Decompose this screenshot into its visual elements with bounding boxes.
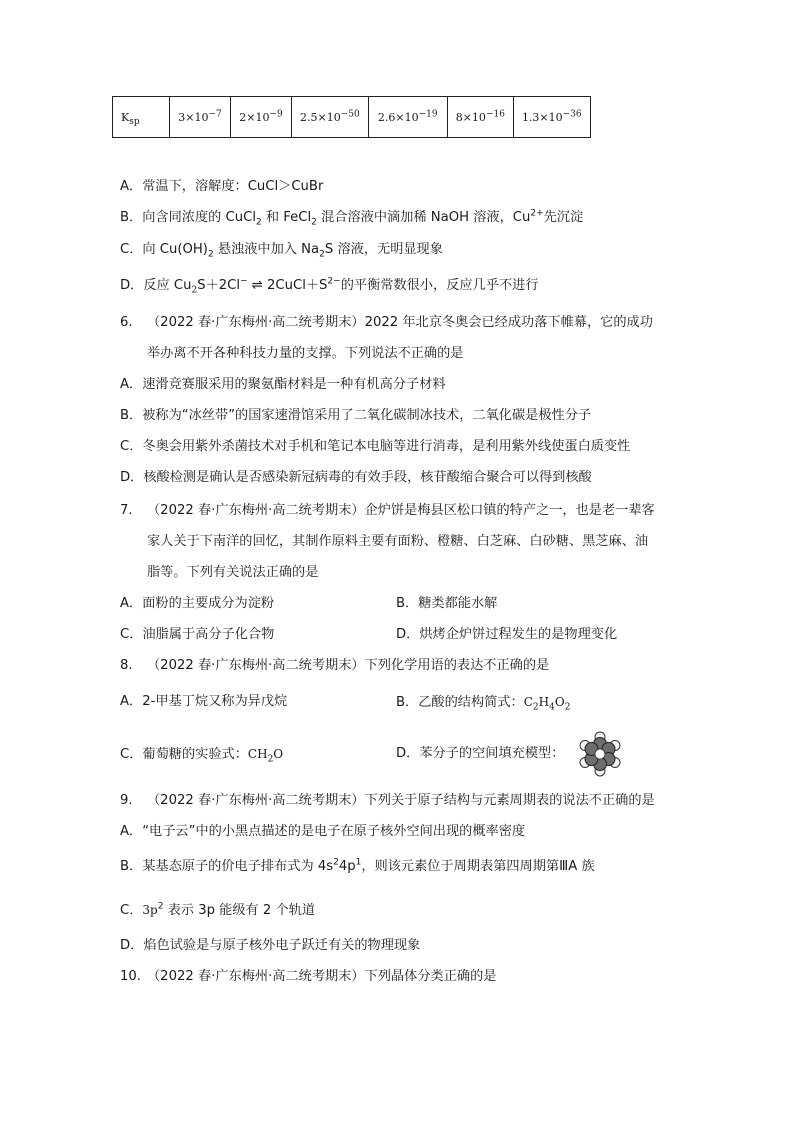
- ksp-value-cell: $2.6\times 10^{-19}$: [368, 97, 447, 138]
- q6-option-b: B．被称为“冰丝带”的国家速滑馆采用了二氧化碳制冰技术，二氧化碳是极性分子: [120, 408, 592, 423]
- q6-option-c: C．冬奥会用紫外杀菌技术对手机和笔记本电脑等进行消毒，是利用紫外线使蛋白质变性: [120, 439, 631, 454]
- q6-option-a: A．速滑竞赛服采用的聚氨酯材料是一种有机高分子材料: [120, 377, 446, 392]
- ksp-value-cell: $3\times 10^{-7}$: [170, 97, 231, 138]
- q5-option-d: D．反应 $Cu_2S+2Cl^-$ ⇌ $2CuCl+S^{2-}$的平衡常数很小，反应几乎不进行: [120, 276, 539, 296]
- q9-stem-line1: （2022 春·广东梅州·高二统考期末）下列关于原子结构与元素周期表的说法不正确的是: [147, 793, 655, 808]
- benzene-space-filling-model-icon: [577, 731, 623, 777]
- q10-stem-line1: （2022 春·广东梅州·高二统考期末）下列晶体分类正确的是: [147, 969, 497, 984]
- ksp-value-cell: $1.3\times 10^{-36}$: [513, 97, 590, 138]
- q9-option-a: A．“电子云”中的小黑点描述的是电子在原子核外空间出现的概率密度: [120, 824, 526, 839]
- ksp-value-cell: $2\times 10^{-9}$: [231, 97, 292, 138]
- q6-number: 6.: [120, 315, 133, 330]
- q6-stem-line1: （2022 春·广东梅州·高二统考期末）2022 年北京冬奥会已经成功落下帷幕，它的成功: [147, 315, 653, 330]
- q8-stem-line1: （2022 春·广东梅州·高二统考期末）下列化学用语的表达不正确的是: [147, 658, 550, 673]
- q6-stem-line2: 举办离不开各种科技力量的支撑。下列说法不正确的是: [147, 346, 464, 361]
- q9-option-b: B．某基态原子的价电子排布式为 $4s^24p^1$，则该元素位于周期表第四周期第ⅢA 族: [120, 857, 595, 874]
- q9-option-d: D．焰色试验是与原子核外电子跃迁有关的物理现象: [120, 938, 421, 953]
- q7-option-b: B．糖类都能水解: [396, 596, 498, 611]
- q9-option-c: C．$3p^2$ 表示 3p 能级有 2 个轨道: [120, 901, 316, 918]
- q7-stem-line1: （2022 春·广东梅州·高二统考期末）企炉饼是梅县区松口镇的特产之一，也是老一辈客: [147, 503, 655, 518]
- q7-number: 7.: [120, 503, 133, 518]
- q7-option-a: A．面粉的主要成分为淀粉: [120, 596, 275, 611]
- table-row: [113, 97, 591, 138]
- ksp-value-cell: $8\times 10^{-16}$: [447, 97, 513, 138]
- q7-stem-line3: 脂等。下列有关说法正确的是: [147, 565, 319, 580]
- q8-option-c: C．葡萄糖的实验式：$CH_2O$: [120, 747, 284, 765]
- q6-option-d: D．核酸检测是确认是否感染新冠病毒的有效手段，核苷酸缩合聚合可以得到核酸: [120, 470, 592, 485]
- q7-option-d: D．烘烤企炉饼过程发生的是物理变化: [396, 627, 618, 642]
- ksp-table: [112, 96, 591, 138]
- ksp-value-cell: $2.5\times 10^{-50}$: [292, 97, 369, 138]
- q8-number: 8.: [120, 658, 133, 673]
- q8-option-a: A．2-甲基丁烷又称为异戊烷: [120, 694, 288, 709]
- q5-option-c: C．向 $Cu(OH)_2$ 悬浊液中加入 $Na_2S$ 溶液，无明显现象: [120, 242, 443, 260]
- ksp-label-cell: $K_{sp}$: [113, 97, 170, 138]
- q10-number: 10.: [120, 969, 141, 984]
- q8-option-d: D．苯分子的空间填充模型：: [396, 746, 565, 761]
- q7-stem-line2: 家人关于下南洋的回忆，其制作原料主要有面粉、橙糖、白芝麻、白砂糖、黑芝麻、油: [147, 534, 649, 549]
- q5-option-a: A．常温下，溶解度：CuCl＞CuBr: [120, 179, 324, 194]
- q7-option-c: C．油脂属于高分子化合物: [120, 627, 275, 642]
- q5-option-b: B．向含同浓度的 CuCl$_2$ 和 FeCl$_2$ 混合溶液中滴加稀 NaOH 溶液，$Cu^{2+}$先沉淀: [120, 208, 584, 228]
- q8-option-b: B．乙酸的结构简式：$C_2H_4O_2$: [396, 695, 571, 713]
- q9-number: 9.: [120, 793, 133, 808]
